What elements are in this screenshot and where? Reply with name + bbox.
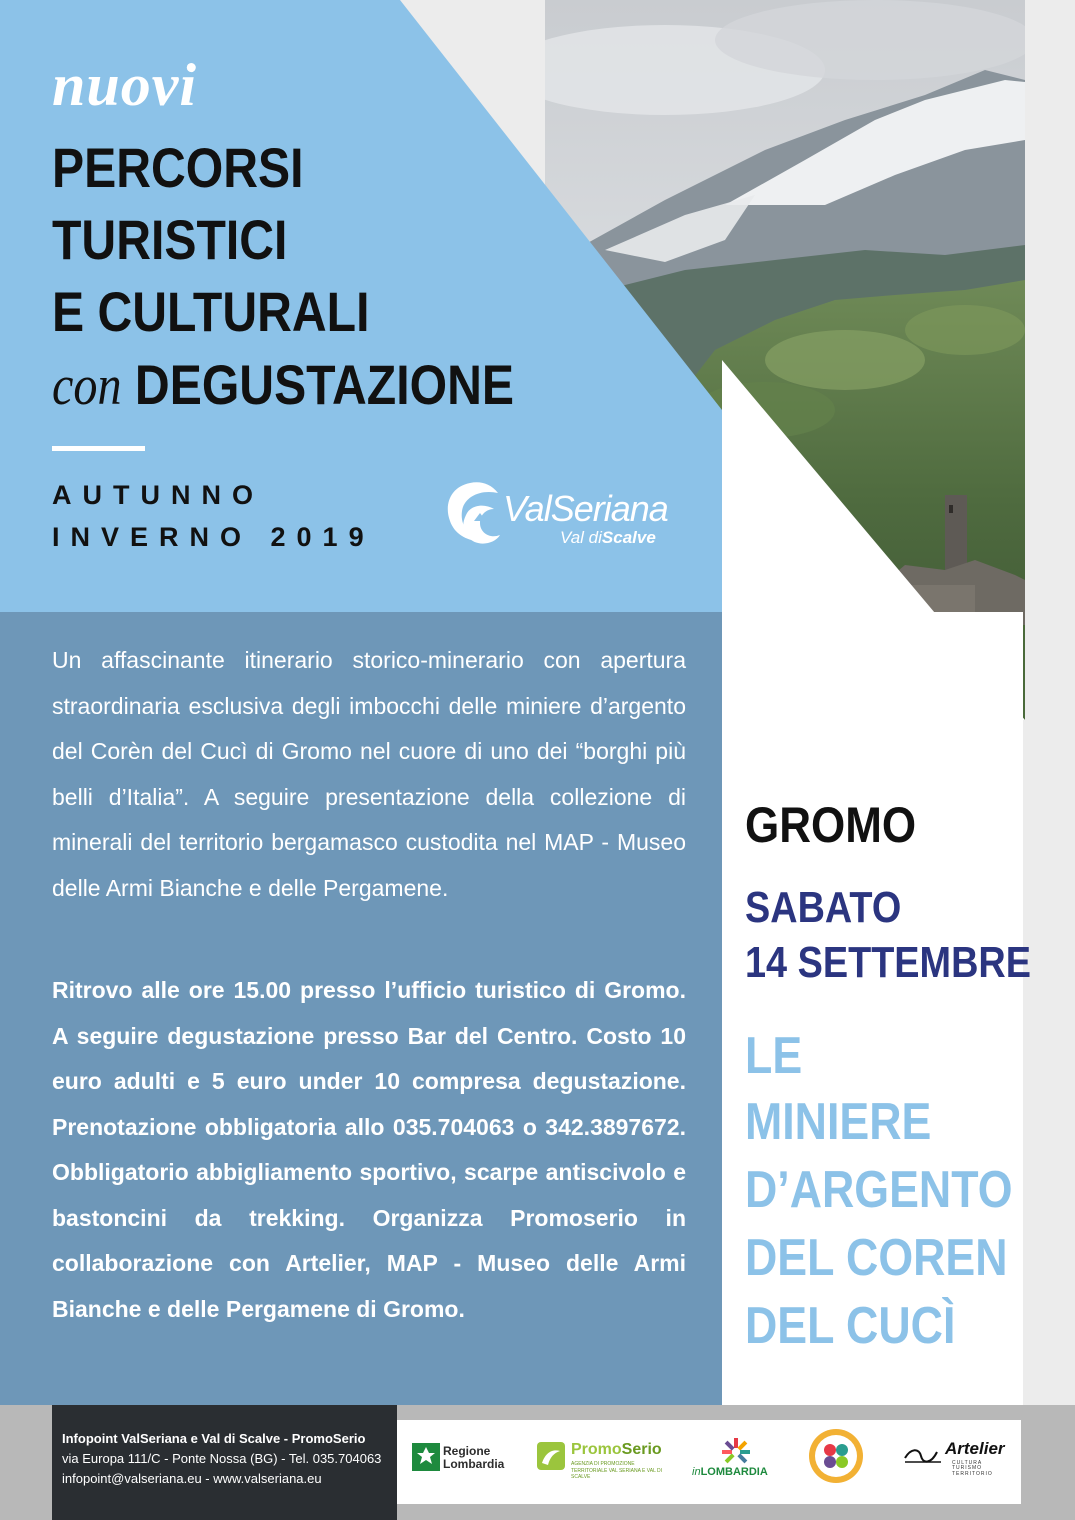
valseriana-logo-icon: [440, 475, 510, 555]
artelier-logo: Artelier: [945, 1439, 1005, 1458]
regione-text-2: Lombardia: [443, 1456, 505, 1471]
headline-line-4: [52, 353, 514, 417]
regione-lombardia-logo: [443, 1445, 504, 1470]
event-date-line-1: SABATO: [745, 883, 902, 932]
headline-line-1: PERCORSI: [52, 136, 304, 199]
valseriana-logo-subtitle: [560, 529, 656, 546]
headline-line-3: E CULTURALI: [52, 280, 370, 343]
event-title-line-5: DEL CUCÌ: [745, 1297, 956, 1355]
promoserio-text-b: Serio: [621, 1441, 662, 1458]
infopoint-line-1: Infopoint ValSeriana e Val di Scalve - PromoSerio: [62, 1431, 366, 1446]
infopoint-line-2: via Europa 111/C - Ponte Nossa (BG) - Tel. 035.704063: [62, 1451, 382, 1466]
season-line-1: AUTUNNO: [52, 480, 264, 510]
headline-divider: [52, 446, 145, 451]
headline-script-word: nuovi: [52, 52, 198, 118]
event-details: Ritrovo alle ore 15.00 presso l’ufficio turistico di Gromo. A seguire degustazione presso Bar del Centro. Costo 10 euro adulti e 5 euro under 10 compresa degustazione. Prenotazione obbligatoria allo 035.704063 o 342.3897672. Obbligatorio abbigliamento sportivo, scarpe antiscivolo e bastoncini da trekking. Organizza Promoserio in collaborazione con Artelier, MAP - Museo delle Armi Bianche e delle Pergamene di Gromo.: [52, 977, 686, 1322]
valseriana-logo-text: ValSeriana: [503, 488, 668, 529]
promoserio-subtitle: AGENZIA DI PROMOZIONE TERRITORIALE VAL SERIANA E VAL DI SCALVE: [571, 1461, 663, 1480]
artelier-subtitle: CULTURA TURISMO TERRITORIO: [952, 1460, 993, 1477]
promoserio-icon: [536, 1441, 566, 1471]
event-place: GROMO: [745, 797, 917, 853]
inlombardia-text-a: in: [692, 1466, 701, 1478]
event-title-line-4: DEL COREN: [745, 1229, 1008, 1287]
event-title-line-3: D’ARGENTO: [745, 1161, 1013, 1219]
regione-lombardia-icon: [412, 1443, 440, 1471]
event-title-line-2: MINIERE: [745, 1093, 932, 1151]
headline-con: con: [52, 355, 122, 417]
event-description: Un affascinante itinerario storico-minerario con apertura straordinaria esclusiva degli imbocchi delle miniere d’argento del Corèn del Cucì di Gromo nel cuore di uno dei “borghi più belli d’Italia”. A seguire presentazione della collezione di minerali del territorio bergamasco custodita nel MAP - Museo delle Armi Bianche e delle Pergamene.: [52, 647, 686, 901]
regione-text-1: Regione: [443, 1444, 491, 1458]
promoserio-logo: [571, 1442, 662, 1459]
inlombardia-icon: [720, 1436, 752, 1466]
circular-badge-logo: [808, 1428, 864, 1484]
event-date-line-2: 14 SETTEMBRE: [745, 938, 1031, 987]
infopoint-line-3: infopoint@valseriana.eu - www.valseriana.eu: [62, 1471, 322, 1486]
season-line-2: INVERNO 2019: [52, 522, 375, 552]
headline-line-2: TURISTICI: [52, 208, 288, 271]
promoserio-text-a: Promo: [571, 1441, 622, 1458]
headline-degustazione: DEGUSTAZIONE: [134, 353, 514, 416]
inlombardia-logo: [692, 1467, 768, 1479]
logo-sub-bold: Scalve: [601, 528, 656, 547]
artelier-icon: [903, 1440, 943, 1470]
logo-sub-prefix: Val di: [560, 528, 602, 547]
event-title-line-1: LE: [745, 1027, 803, 1085]
inlombardia-text-b: LOMBARDIA: [700, 1466, 768, 1478]
